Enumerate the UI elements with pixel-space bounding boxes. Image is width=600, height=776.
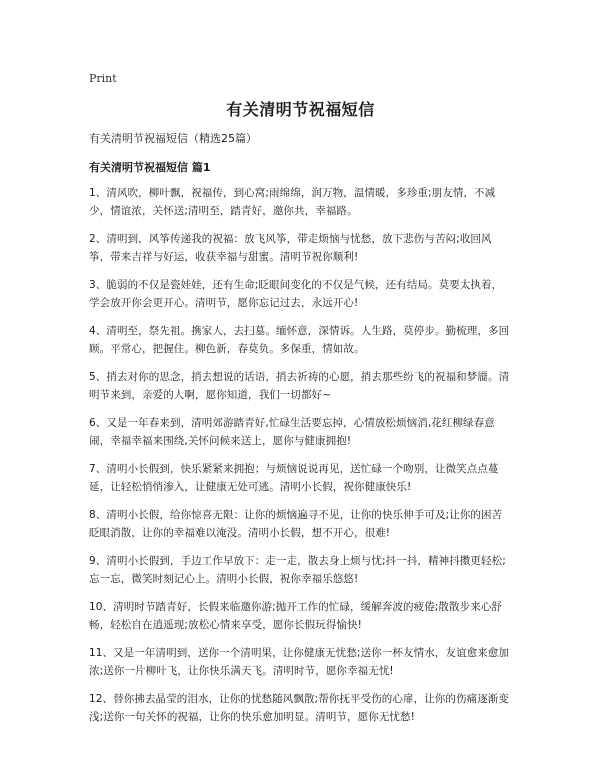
paragraph-8: 8、清明小长假，给你惊喜无限：让你的烦恼遍寻不见，让你的快乐伸手可及;让你的困苦眨眼消散，让你的幸福难以淹没。清明小长假，想不开心，很难! [89,509,503,539]
paragraph-10: 10、清明时节踏青好，长假来临邀你游;抛开工作的忙碌，缓解奔波的疲倦;散散步来心舒畅，轻松自在逍遥现;放松心情来享受，愿你长假玩得愉快! [89,601,503,631]
paragraph-2: 2、清明到，风筝传递我的祝福：放飞风筝，带走烦恼与忧愁，放下悲伤与苦闷;收回风筝，带来吉祥与好运，收获幸福与甜蜜。清明节祝你顺利! [89,233,492,263]
print-label: Print [89,72,117,85]
document-subtitle: 有关清明节祝福短信（精选25篇） [89,132,257,145]
paragraph-12: 12、替你拂去晶莹的泪水，让你的忧愁随风飘散;帮你抚平受伤的心扉，让你的伤痛逐渐变浅;送你一句关怀的祝福，让你的快乐愈加明显。清明节，愿你无忧愁! [89,693,509,723]
page-title: 有关清明节祝福短信 [226,100,375,119]
paragraph-7: 7、清明小长假到，快乐紧紧来拥抱；与烦恼说说再见，送忙碌一个吻别，让微笑点点蔓延，让轻松悄悄渗入，让健康无处可逃。清明小长假，祝你健康快乐! [89,463,499,493]
paragraph-3: 3、脆弱的不仅是瓷娃娃，还有生命;眨眼间变化的不仅是气候，还有结局。莫要太执着，学会放开你会更开心。清明节，愿你忘记过去，永远开心! [89,279,503,309]
paragraph-11: 11、又是一年清明到，送你一个清明果，让你健康无忧愁;送你一杯友情水，友谊愈来愈加浓;送你一片柳叶飞，让你快乐满天飞。清明时节，愿你幸福无忧! [89,647,509,677]
paragraph-6: 6、又是一年春来到，清明郊游踏青好,忙碌生活要忘掉，心情放松烦恼消,花红柳绿春意闹，幸福幸福来围绕,关怀问候来送上，愿你与健康拥抱! [89,417,495,447]
section-heading: 有关清明节祝福短信 篇1 [89,161,211,174]
paragraph-4: 4、清明至，祭先祖。携家人，去扫墓。缅怀意，深情诉。人生路，莫停步。勤梳理，多回顾。平常心，把握住。柳色新，春莫负。多保重，情如故。 [89,325,510,355]
paragraph-5: 5、捎去对你的思念，捎去想说的话语，捎去祈祷的心愿，捎去那些纷飞的祝福和梦靥。清明节来到，亲爱的人啊，愿你知道，我们一切都好~ [89,371,510,401]
paragraph-9: 9、清明小长假到，手边工作早放下：走一走，散去身上烦与忧;抖一抖，精神抖擞更轻松;忘一忘，微笑时刻记心上。清明小长假，祝你幸福乐悠悠! [89,555,506,585]
paragraph-1: 1、清风吹，柳叶飘，祝福传，到心窝;雨绵绵，润万物，温情暖，多珍重;朋友情，不减少，情谊浓，关怀送;清明至，踏青好，邀你共，幸福路。 [89,187,496,217]
